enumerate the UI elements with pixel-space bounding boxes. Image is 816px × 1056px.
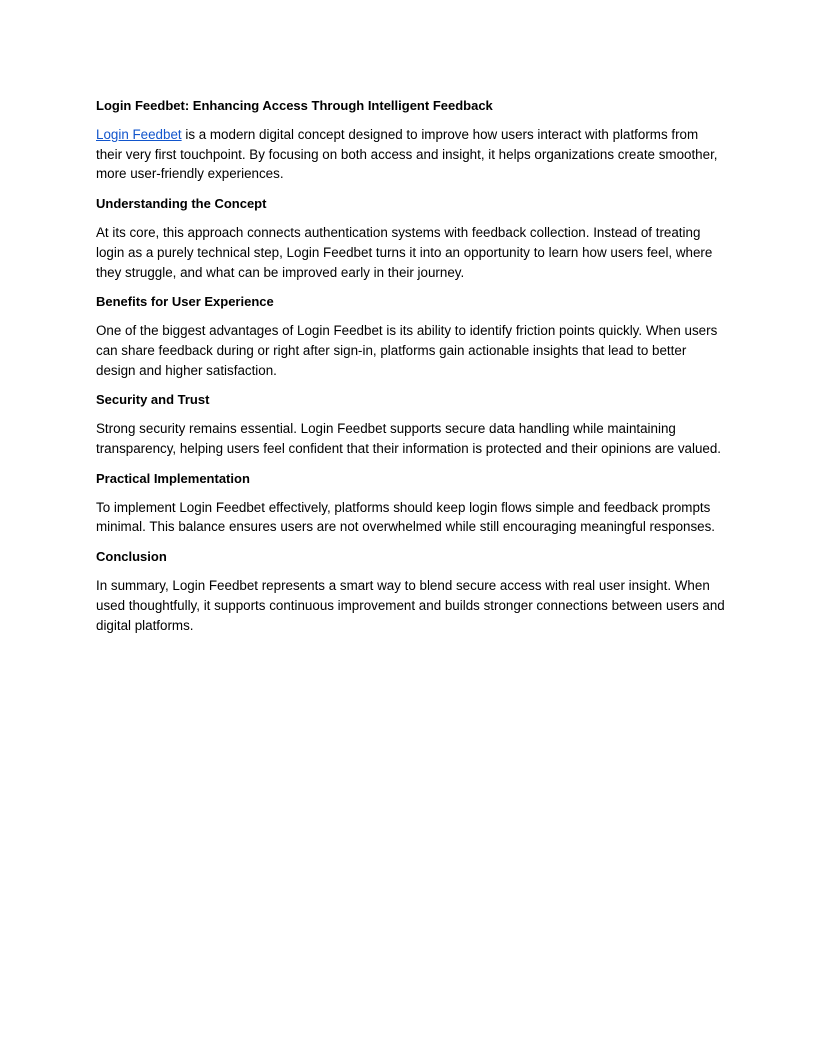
section-body-understanding: At its core, this approach connects authentication systems with feedback collection. Instead of treating login as a purely technical step, Login Feedbet turns it into an opportunity to learn how users feel, where they struggle, and what can be improved early in their journey. (96, 225, 713, 280)
intro-text: is a modern digital concept designed to improve how users interact with platforms from their very first touchpoint. By focusing on both access and insight, it helps organizations create smoother, more user-friendly experiences. (96, 127, 718, 182)
document-title: Login Feedbet: Enhancing Access Through Intelligent Feedback (96, 98, 493, 113)
section-heading-benefits: Benefits for User Experience (96, 294, 274, 310)
section-heading-conclusion: Conclusion (96, 549, 167, 565)
section-heading-security: Security and Trust (96, 392, 210, 408)
section-body-implementation: To implement Login Feedbet effectively, platforms should keep login flows simple and feedback prompts minimal. This balance ensures users are not overwhelmed while still encouraging meaningful responses. (96, 499, 716, 535)
section-body-benefits: One of the biggest advantages of Login Feedbet is its ability to identify friction points quickly. When users can share feedback during or right after sign-in, platforms gain actionable insights that lead to better design and higher satisfaction. (96, 323, 718, 378)
intro-paragraph (96, 125, 726, 184)
section-heading-understanding: Understanding the Concept (96, 196, 267, 212)
login-feedbet-link[interactable]: Login Feedbet (96, 127, 182, 142)
document-page (96, 96, 726, 645)
section-heading-implementation: Practical Implementation (96, 470, 250, 486)
section-body-conclusion: In summary, Login Feedbet represents a smart way to blend secure access with real user insight. When used thoughtfully, it supports continuous improvement and builds stronger connections between users and digital platforms. (96, 578, 725, 633)
section-body-security: Strong security remains essential. Login Feedbet supports secure data handling while maintaining transparency, helping users feel confident that their information is protected and their opinions are valued. (96, 421, 722, 457)
